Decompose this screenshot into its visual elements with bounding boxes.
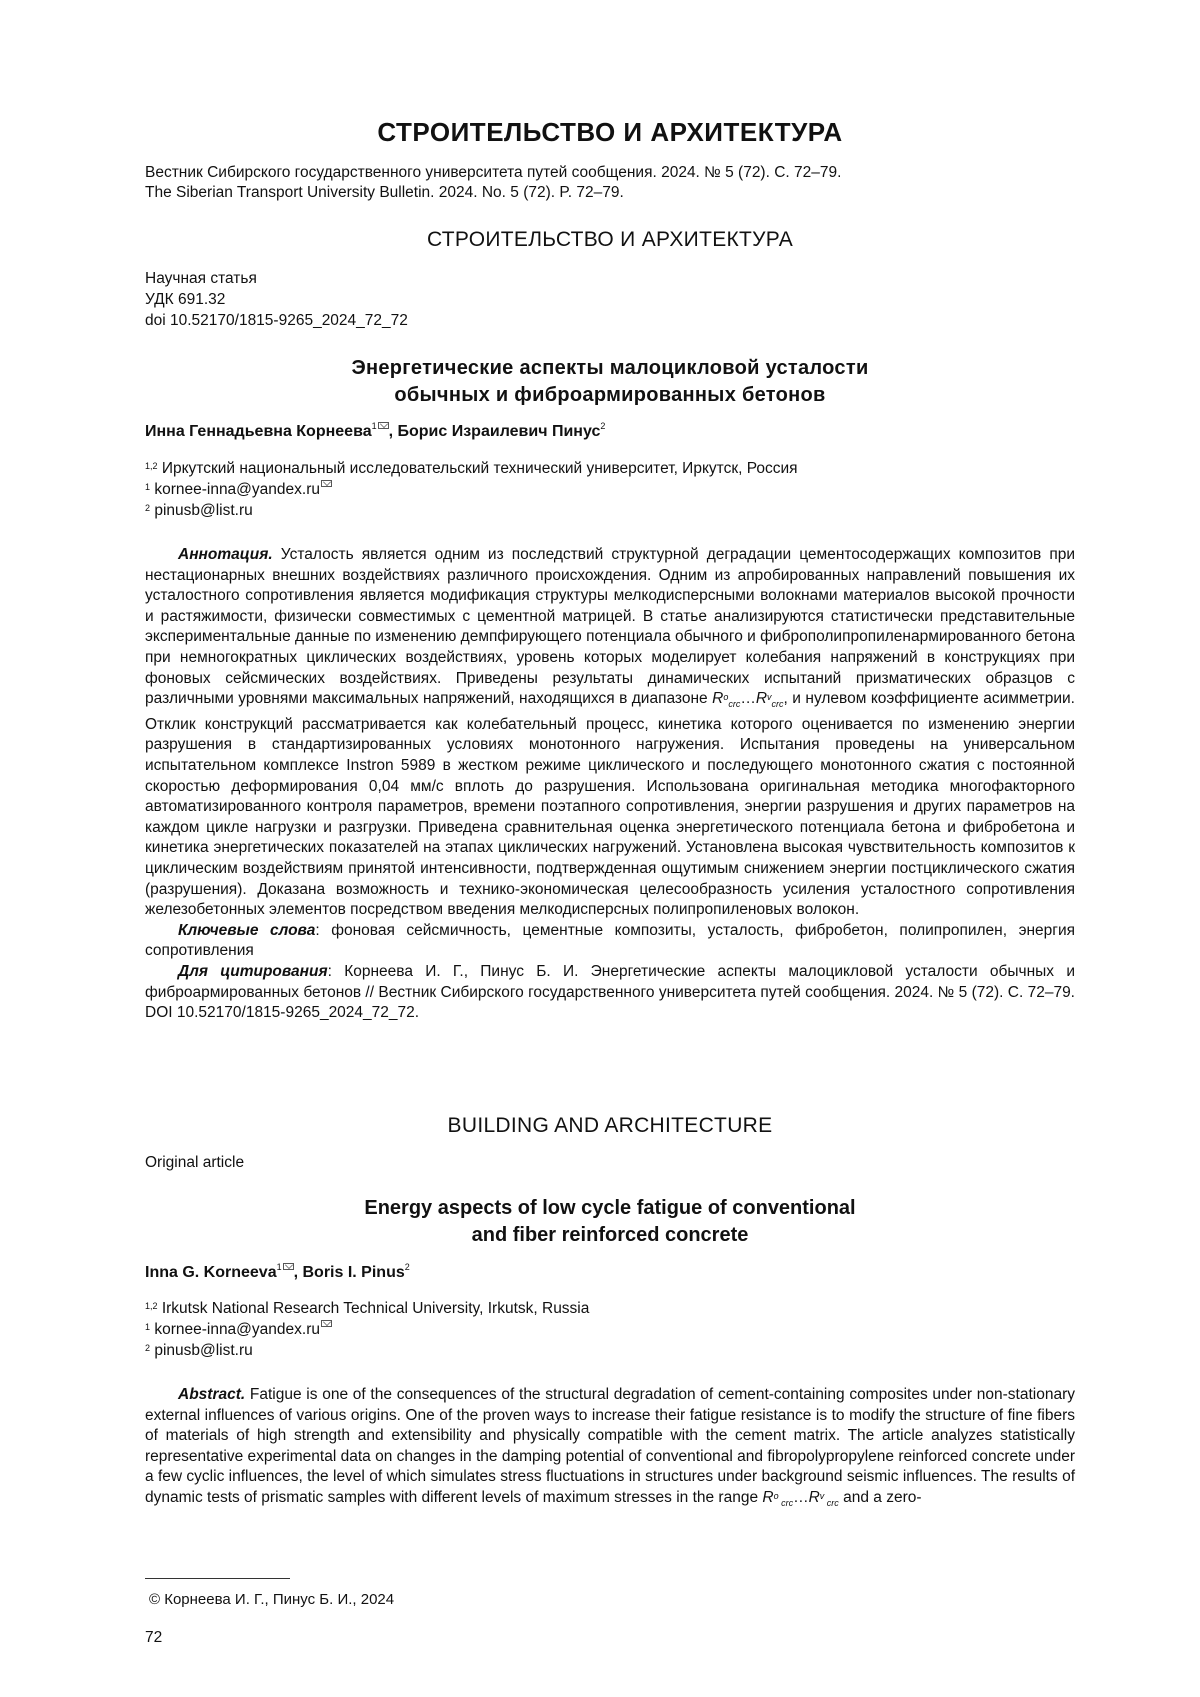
keywords-ru [145, 921, 1075, 962]
section-title-en: BUILDING AND ARCHITECTURE [447, 1114, 773, 1137]
author-2-ru: , Борис Израилевич Пинус [388, 423, 601, 440]
article-title-ru [145, 355, 1075, 409]
article-meta-ru [145, 268, 408, 331]
citation-ru [145, 962, 1075, 1024]
author-1-sup: 1 [371, 421, 377, 431]
email-1-ru [145, 479, 798, 500]
envelope-icon [321, 1320, 332, 1327]
abstract-ru-lead: Аннотация. [178, 546, 273, 563]
author-1-en: Inna G. Korneeva [145, 1264, 277, 1281]
email-2-ru [145, 500, 798, 521]
copyright-notice: © Корнеева И. Г., Пинус Б. И., 2024 [149, 1591, 395, 1608]
abstract-en-text-2: and a zero- [838, 1488, 922, 1506]
page-number: 72 [145, 1629, 163, 1646]
range-end-ru: $R^v_{crc}$ [755, 690, 784, 710]
bulletin-en: The Siberian Transport University Bulletin. 2024. No. 5 (72). P. 72–79. [145, 184, 624, 201]
title-en-line-1: Energy aspects of low cycle fatigue of conventional [364, 1197, 856, 1219]
abstract-en-paragraph [145, 1385, 1075, 1514]
bulletin-ru: Вестник Сибирского государственного университета путей сообщения. 2024. № 5 (72). С. 72–79. [145, 164, 842, 181]
affiliation-en [145, 1298, 589, 1319]
email-2-sup: 2 [145, 503, 151, 513]
affil-en-sup: 1,2 [145, 1301, 158, 1311]
abstract-en-lead: Abstract. [178, 1386, 246, 1403]
article-type-ru: Научная статья [145, 270, 257, 287]
abstract-ru-paragraph [145, 545, 1075, 921]
email-2-en-sup: 2 [145, 1343, 151, 1353]
envelope-icon [378, 422, 389, 429]
citation-ru-lead: Для цитирования [178, 962, 328, 980]
affiliation-ru [145, 458, 798, 479]
udc-code: УДК 691.32 [145, 291, 226, 308]
authors-ru [145, 423, 605, 441]
email-2-en [145, 1340, 589, 1361]
email-1-en [145, 1319, 589, 1340]
range-start-ru: $R^o_{crc}$ [712, 690, 741, 710]
article-title-en [145, 1195, 1075, 1249]
section-title-ru: СТРОИТЕЛЬСТВО И АРХИТЕКТУРА [426, 228, 794, 251]
abstract-ru [145, 545, 1075, 1024]
title-en-line-2: and fiber reinforced concrete [471, 1224, 749, 1246]
abstract-ru-text-1: Усталость является одним из последствий структурной деградации цементосодержащих композитов при нестационарных внешних воздействиях различного происхождения. Одним из апробированных направлений повышения их усталостного сопротивления является модификация структуры мелкодисперсными волокнами материалов высокой прочности и растяжимости, физически совместимых с цементной матрицей. В статье анализируются статистически представительные экспериментальные данные по изменению демпфирующего потенциала обычного и фиброполипропиленармированного бетона при немногократных циклических воздействиях, уровень которых моделирует колебания напряжений в конструкциях при фоновых сейсмических воздействиях. Приведены результаты динамических испытаний призматических образцов с различными уровнями максимальных напряжений, находящихся в диапазоне [145, 546, 1075, 708]
footnote-divider [145, 1578, 290, 1579]
bulletin-info [145, 163, 841, 203]
abstract-en-text-1: Fatigue is one of the consequences of the structural degradation of cement-containing composites under non-stationary external influences of various origins. One of the proven ways to increase their fatigue resistance is to modify the structure of fine fibers of materials of high strength and extensibility and physically compatible with the cement matrix. The article analyzes statistically representative experimental data on changes in the damping potential of conventional and fibropolypropylene reinforced concrete under a few cyclic influences, the level of which simulates stress fluctuations in structures under background seismic influences. The results of dynamic tests of prismatic samples with different levels of maximum stresses in the range [145, 1386, 1075, 1506]
range-sep-ru: … [740, 690, 756, 708]
abstract-en [145, 1385, 1075, 1514]
title-ru-line-1: Энергетические аспекты малоцикловой усталости [351, 357, 869, 379]
article-type-en: Original article [145, 1154, 245, 1171]
doi-link[interactable]: doi 10.52170/1815-9265_2024_72_72 [145, 312, 408, 329]
title-ru-line-2: обычных и фиброармированных бетонов [394, 384, 826, 406]
author-2-en: , Boris I. Pinus [293, 1264, 405, 1281]
affil-sup: 1,2 [145, 461, 158, 471]
envelope-icon [321, 480, 332, 487]
affil-text: Иркутский национальный исследовательский технический университет, Иркутск, Россия [157, 460, 798, 477]
abstract-ru-text-2: , и нулевом коэффициенте асимметрии. Отклик конструкций рассматривается как колебательный процесс, кинетика которого оценивается по изменению энергии разрушения в стандартизированных условиях монотонного нагружения. Испытания проведены на универсальном испытательном комплексе Instron 5989 в жестком режиме циклического и последующего монотонного сжатия с постоянной скоростью деформирования 0,04 мм/с вплоть до разрушения. Использована оригинальная методика многофакторного автоматизированного контроля параметров, времени поэтапного сопротивления, энергии разрушения и других параметров на каждом цикле нагрузки и разгрузки. Приведена сравнительная оценка энергетического потенциала бетона и фибробетона и кинетика энергетических показателей на этапах циклических нагружений. Установлена высокая чувствительность композитов к циклическим воздействиям принятой интенсивности, подтвержденная ощутимым снижением энергии постциклического сжатия (разрушения). Доказана возможность и технико-экономическая целесообразность усиления усталостного сопротивления железобетонных элементов посредством введения мелкодисперсных полипропиленовых волокон. [145, 690, 1075, 919]
range-sep-en: … [793, 1488, 809, 1506]
author-2-sup: 2 [600, 421, 606, 431]
range-end-en: $R^v$ $_{crc}$ [808, 1488, 839, 1509]
email-1-link[interactable]: kornee-inna@yandex.ru [150, 481, 320, 498]
email-1-sup: 1 [145, 482, 151, 492]
range-start-en: $R^o$ $_{crc}$ [762, 1488, 794, 1509]
affiliations-ru [145, 458, 798, 521]
envelope-icon [283, 1263, 294, 1270]
author-1-ru: Инна Геннадьевна Корнеева [145, 423, 372, 440]
author-2-en-sup: 2 [404, 1262, 410, 1272]
email-1-en-sup: 1 [145, 1322, 151, 1332]
keywords-ru-lead: Ключевые слова [178, 921, 316, 939]
journal-section-heading: СТРОИТЕЛЬСТВО И АРХИТЕКТУРА [377, 117, 843, 147]
affil-en-text: Irkutsk National Research Technical University, Irkutsk, Russia [157, 1300, 590, 1317]
email-1-en-link[interactable]: kornee-inna@yandex.ru [150, 1321, 320, 1338]
affiliations-en [145, 1298, 589, 1361]
keywords-ru-text: : фоновая сейсмичность, цементные композиты, усталость, фибробетон, полипропилен, энергия сопротивления [145, 921, 1075, 960]
email-2-en-link[interactable]: pinusb@list.ru [150, 1342, 253, 1359]
author-1-en-sup: 1 [276, 1262, 282, 1272]
email-2-link[interactable]: pinusb@list.ru [150, 502, 253, 519]
authors-en [145, 1264, 410, 1282]
citation-ru-text: : Корнеева И. Г., Пинус Б. И. Энергетические аспекты малоцикловой усталости обычных и фиброармированных бетонов // Вестник Сибирского государственного университета путей сообщения. 2024. № 5 (72). С. 72–79. DOI 10.52170/1815-9265_2024_72_72. [145, 962, 1075, 1022]
